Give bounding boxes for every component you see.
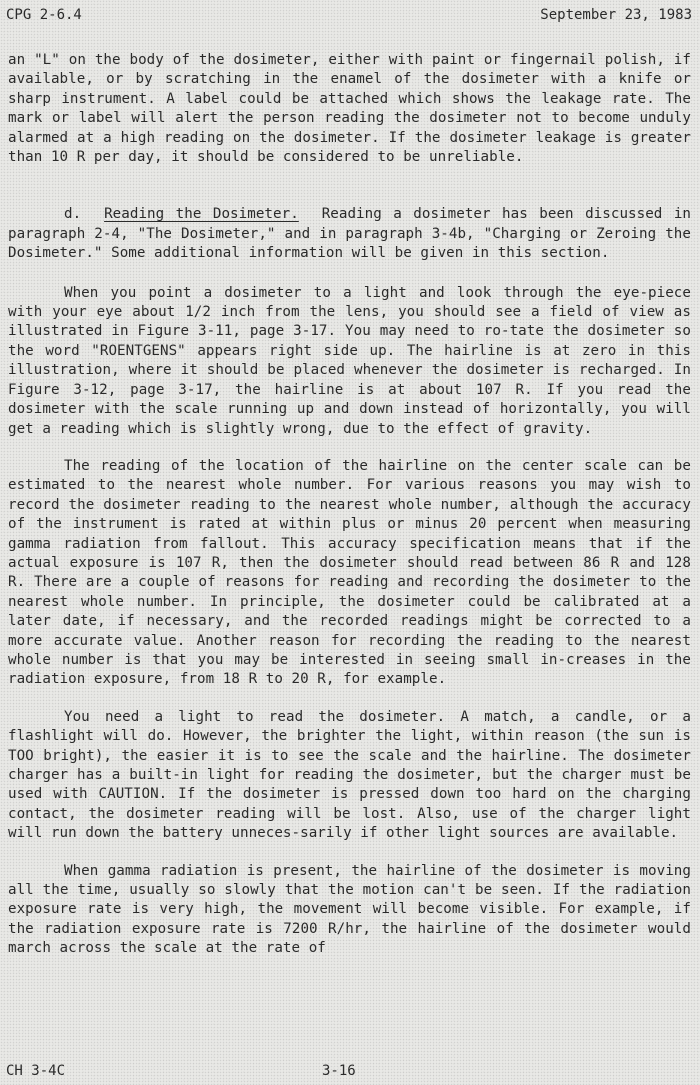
page-footer	[6, 1061, 692, 1081]
document-body	[8, 51, 691, 959]
page-header	[6, 4, 692, 26]
section-label: d.	[64, 206, 82, 223]
page-number: 3-16	[322, 1063, 356, 1079]
paragraph-light-source: You need a light to read the dosimeter. A match, a candle, or a flashlight will do. However, the brighter the light, within reason (the sun is TOO bright), the easier it is to see the scale and the hairline. The dosimeter charger has a built-in light for reading the dosimeter, but the charger must be used with CAUTION. If the dosimeter is pressed down too hard on the charging contact, the dosimeter reading will be lost. Also, use of the charger light will run down the battery unneces-sarily if other light sources are available.	[8, 708, 691, 842]
paragraph-whole-number: The reading of the location of the hairline on the center scale can be estimated to the nearest whole number. For various reasons you may wish to record the dosimeter reading to the nearest whole number, although the accuracy of the instrument is rated at within plus or minus 20 percent when measuring gamma radiation from fallout. This accuracy specification means that if the actual exposure is 107 R, then the dosimeter should read between 86 R and 128 R. There are a couple of reasons for reading and recording the dosimeter to the nearest whole number. In principle, the dosimeter could be calibrated at a later date, if necessary, and the recorded readings might be corrected to a more accurate value. Another reason for recording the reading to the nearest whole number is that you may be interested in seeing small in-creases in the radiation exposure, from 18 R to 20 R, for example.	[8, 457, 691, 688]
section-heading: Reading the Dosimeter.	[104, 206, 299, 223]
document-code: CPG 2-6.4	[6, 7, 82, 23]
paragraph-reading-intro	[8, 205, 691, 263]
paragraph-field-of-view: When you point a dosimeter to a light and look through the eye-piece with your eye about 1/2 inch from the lens, you should see a field of view as illustrated in Figure 3-11, page 3-17. You may need to ro-tate the dosimeter so the word "ROENTGENS" appears right side up. The hairline is at zero in this illustration, where it should be placed whenever the dosimeter is recharged. In Figure 3-12, page 3-17, the hairline is at about 107 R. If you read the dosimeter with the scale running up and down instead of horizontally, you will get a reading which is slightly wrong, due to the effect of gravity.	[8, 284, 691, 437]
paragraph-leakage-mark: an "L" on the body of the dosimeter, either with paint or fingernail polish, if available, or by scratching in the enamel of the dosimeter with a knife or sharp instrument. A label could be attached which shows the leakage rate. The mark or label will alert the person reading the dosimeter not to become unduly alarmed at a high reading on the dosimeter. If the dosimeter leakage is greater than 10 R per day, it should be considered to be unreliable.	[8, 52, 691, 166]
document-date: September 23, 1983	[540, 7, 692, 23]
section-reference: CH 3-4C	[6, 1063, 66, 1079]
paragraph-hairline-motion: When gamma radiation is present, the hairline of the dosimeter is moving all the time, usually so slowly that the motion can't be seen. If the radiation exposure rate is very high, the movement will become visible. For example, if the radiation exposure rate is 7200 R/hr, the hairline of the dosimeter would march across the scale at the rate of	[8, 862, 691, 957]
section-intro-text: Reading a dosimeter has been discussed in paragraph 2-4, "The Dosimeter," and in paragraph 3-4b, "Charging or Zeroing the Dosimeter." Some additional information will be given in this section.	[8, 206, 692, 262]
